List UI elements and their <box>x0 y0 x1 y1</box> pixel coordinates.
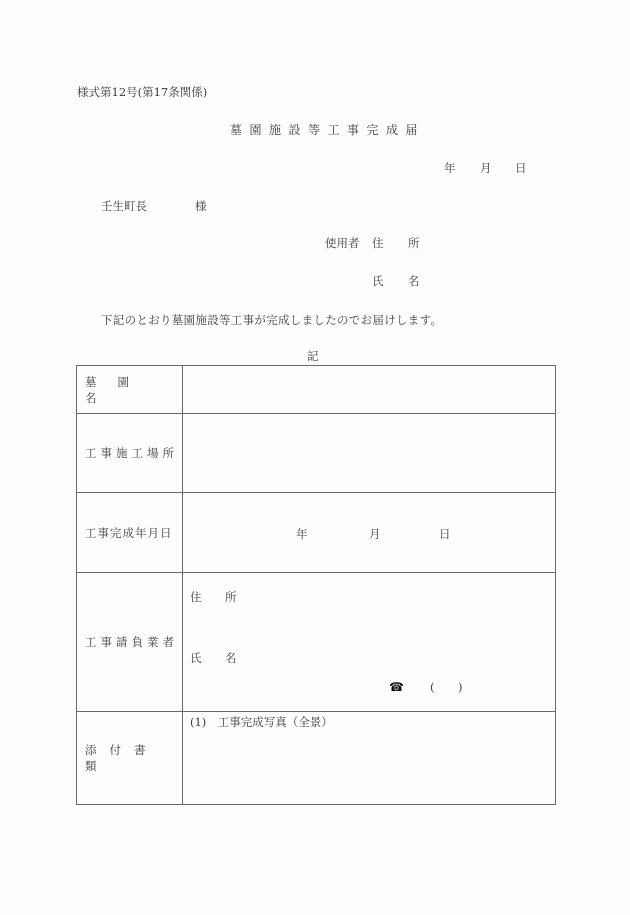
date-month-label: 月 <box>480 161 492 175</box>
table-row <box>77 414 556 493</box>
cemetery-name-field[interactable] <box>183 366 556 414</box>
contractor-address-label-1: 住 <box>190 590 202 604</box>
ki-heading: 記 <box>307 349 319 363</box>
applicant-name-label-2: 名 <box>408 274 420 288</box>
completion-month-label: 月 <box>369 527 381 541</box>
addressee-honorific: 様 <box>195 199 207 213</box>
date-year-label: 年 <box>444 161 456 175</box>
completion-date-field[interactable] <box>183 493 556 573</box>
phone-paren-open: ( <box>430 680 435 694</box>
completion-day-label: 日 <box>439 527 451 541</box>
contractor-address-label-2: 所 <box>225 590 237 604</box>
attachment-item-1: (1) 工事完成写真（全景） <box>190 715 333 729</box>
contractor-label: 工事請負業者 <box>77 573 183 712</box>
table-row <box>77 366 556 414</box>
table-row <box>77 493 556 573</box>
contractor-name-label-2: 名 <box>225 651 237 665</box>
body-text: 下記のとおり墓園施設等工事が完成しましたのでお届けします。 <box>101 313 443 327</box>
contractor-field[interactable] <box>183 573 556 712</box>
contractor-name-label-1: 氏 <box>190 651 202 665</box>
work-location-label: 工事施工場所 <box>77 414 183 493</box>
form-number: 様式第12号(第17条関係) <box>77 85 208 99</box>
completion-year-label: 年 <box>296 527 308 541</box>
cemetery-name-label: 墓園名 <box>77 366 183 414</box>
phone-icon: ☎ <box>389 680 404 694</box>
completion-date-label: 工事完成年月日 <box>77 493 183 573</box>
date-day-label: 日 <box>515 161 527 175</box>
attachments-field[interactable] <box>183 712 556 805</box>
addressee-name: 壬生町長 <box>101 199 147 213</box>
table-row <box>77 712 556 805</box>
document-title: 墓園施設等工事完成届 <box>230 123 426 137</box>
applicant-address-label-2: 所 <box>408 236 420 250</box>
attachments-label: 添付書類 <box>77 712 183 805</box>
work-location-field[interactable] <box>183 414 556 493</box>
applicant-role: 使用者 <box>325 236 360 250</box>
table-row <box>77 573 556 712</box>
record-table <box>76 365 556 805</box>
applicant-name-label-1: 氏 <box>372 274 384 288</box>
phone-paren-close: ) <box>458 680 463 694</box>
applicant-address-label-1: 住 <box>372 236 384 250</box>
